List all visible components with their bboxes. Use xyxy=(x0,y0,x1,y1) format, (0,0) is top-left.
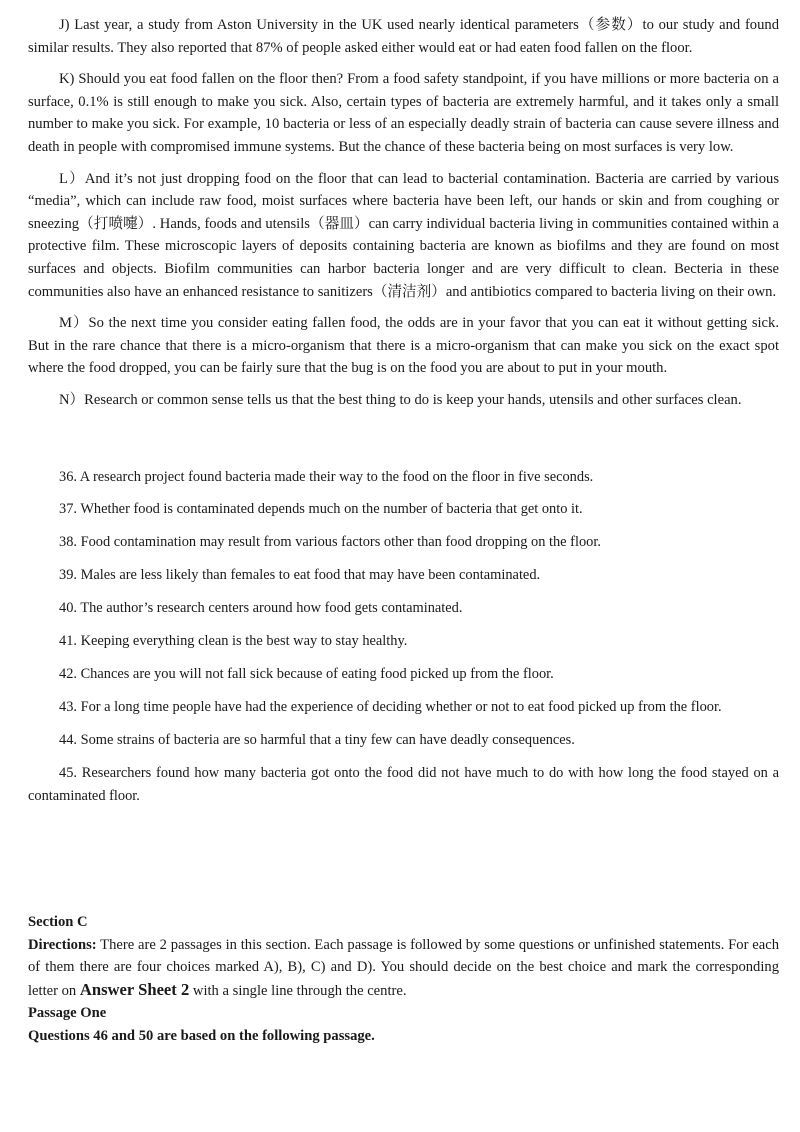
paragraph-j: J) Last year, a study from Aston University in the UK used nearly identical parameters（参数）to our study and found similar results. They also reported that 87% of people asked either would eat or had eaten food fallen on the floor. xyxy=(28,17,779,56)
paragraph-n: N）Research or common sense tells us that the best thing to do is keep your hands, utensils and other surfaces clean. xyxy=(59,391,742,408)
question-45: 45. Researchers found how many bacteria got onto the food did not have much to do with how long the food stayed on a contaminated floor. xyxy=(28,765,779,804)
section-heading: Section C xyxy=(28,913,88,930)
section-c xyxy=(28,911,779,1048)
question-43: 43. For a long time people have had the experience of deciding whether or not to eat food picked up from the floor. xyxy=(59,699,722,716)
question-39: 39. Males are less likely than females to eat food that may have been contaminated. xyxy=(59,567,541,584)
questions-range-line: Questions 46 and 50 are based on the following passage. xyxy=(28,1027,375,1044)
directions-label: Directions: xyxy=(28,936,97,953)
passage-label: Passage One xyxy=(28,1005,107,1022)
document-page xyxy=(28,14,779,1048)
question-36: 36. A research project found bacteria made their way to the food on the floor in five seconds. xyxy=(59,468,594,485)
spacer xyxy=(28,421,779,466)
answer-sheet-label: Answer Sheet 2 xyxy=(79,979,190,999)
spacer xyxy=(28,818,779,911)
question-41: 41. Keeping everything clean is the best way to stay healthy. xyxy=(59,633,408,650)
paragraph-m: M）So the next time you consider eating fallen food, the odds are in your favor that you can eat it without getting sick. But in the rare chance that there is a micro-organism that there is a micro-organism that can make you sick on the exact spot where the food dropped, you can be fairly sure that the bug is on the food you are about to put in your mouth. xyxy=(28,315,779,377)
question-list xyxy=(28,466,779,808)
directions xyxy=(28,934,779,1003)
question-40: 40. The author’s research centers around how food gets contaminated. xyxy=(59,600,463,617)
paragraph-k: K) Should you eat food fallen on the floor then? From a food safety standpoint, if you have millions or more bacteria on a surface, 0.1% is still enough to make you sick. Also, certain types of bacteria are extremely harmful, and it takes only a small number to make you sick. For example, 10 bacteria or less of an especially deadly strain of bacteria can cause severe illness and death in people with compromised immune systems. But the chance of these bacteria being on most surfaces is very low. xyxy=(28,71,779,155)
question-37: 37. Whether food is contaminated depends much on the number of bacteria that get onto it. xyxy=(59,501,583,518)
question-42: 42. Chances are you will not fall sick because of eating food picked up from the floor. xyxy=(59,666,554,683)
paragraph-l: L）And it’s not just dropping food on the floor that can lead to bacterial contamination. Bacteria are carried by various “media”, which can include raw food, moist surfaces where bacteria have been left, our hands or skin and from coughing or sneezing（打喷嚏）. Hands, foods and utensils（器皿）can carry individual bacteria living in communities contained within a protective film. These microscopic layers of deposits containing bacteria are known as biofilms and they are found on most surfaces and objects. Biofilm communities can harbor bacteria longer and are very difficult to clean. Becteria in these communities also have an enhanced resistance to sanitizers（清洁剂）and antibiotics compared to bacteria living on their own. xyxy=(28,170,779,300)
directions-text: There are 2 passages in this section. Each passage is followed by some questions or unfinished statements. For each of them there are four choices marked A), B), C) and D). You should decide on the best choice and mark the corresponding letter on xyxy=(28,936,779,999)
question-38: 38. Food contamination may result from various factors other than food dropping on the floor. xyxy=(59,534,601,551)
question-44: 44. Some strains of bacteria are so harmful that a tiny few can have deadly consequences. xyxy=(59,732,575,749)
directions-tail: with a single line through the centre. xyxy=(189,982,407,999)
passage-paragraphs xyxy=(28,14,779,412)
